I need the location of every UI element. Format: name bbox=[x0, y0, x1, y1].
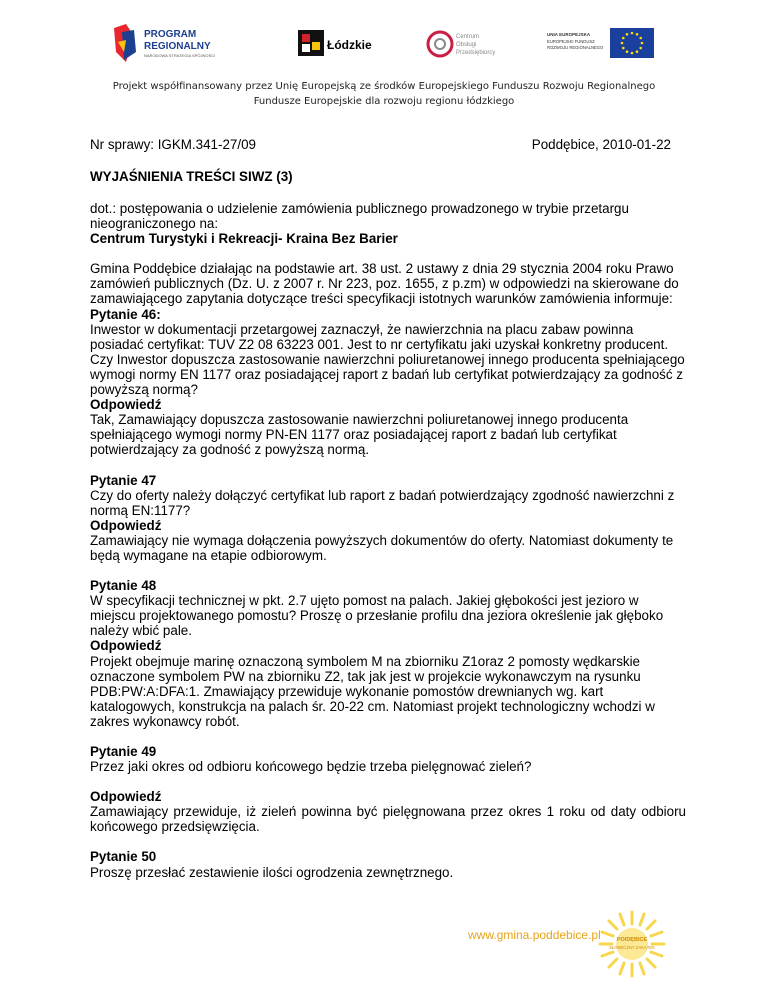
answer-text: Tak, Zamawiający dopuszcza zastosowanie nawierzchni poliuretanowej innego producenta spełniającego wymogi normy PN-EN 1177 oraz posiadającej raport z badań lub certyfikat potwierdzający za godność z powyższą normą. bbox=[90, 412, 629, 458]
question-text: Proszę przesłać zestawienie ilości ogrodzenia zewnętrznego. bbox=[90, 864, 454, 880]
program-regionalny-logo bbox=[112, 22, 232, 66]
centrum-line3: Przedsiębiorcy bbox=[456, 50, 496, 56]
program-line3: NARODOWA STRATEGIA SPÓJNOŚCI bbox=[144, 53, 216, 58]
cofinancing-line-2: Fundusze Europejskie dla rozwoju regionu łódzkiego bbox=[253, 95, 515, 107]
question-text: W specyfikacji technicznej w pkt. 2.7 ujęto pomost na palach. Jakiej głębokości jest jezioro w miejscu projektowanego pomostu? Proszę o przesłanie profilu dna jeziora określenie jak głęboko należy wbić pale. bbox=[90, 593, 664, 639]
poddebice-sun-logo bbox=[596, 908, 668, 980]
answer-text: Zamawiający przewiduje, iż zieleń powinna być pielęgnowana przez okres 1 roku od daty odbioru końcowego przedsięwzięcia. bbox=[90, 804, 686, 835]
answer-label: Odpowiedź bbox=[90, 397, 162, 413]
program-regionalny-icon bbox=[112, 22, 232, 66]
answer-label: Odpowiedź bbox=[90, 517, 162, 533]
project-title: Centrum Turystyki i Rekreacji- Kraina Bez Barier bbox=[90, 231, 398, 247]
ue-line1: UNIA EUROPEJSKA bbox=[547, 32, 591, 37]
lodzkie-icon bbox=[296, 22, 378, 66]
sun-icon bbox=[596, 908, 668, 980]
answer-label: Odpowiedź bbox=[90, 638, 162, 654]
program-line1: PROGRAM bbox=[144, 29, 197, 40]
sun-line2: SŁONECZNY ZAKĄTEK bbox=[609, 945, 655, 950]
document-heading: WYJAŚNIENIA TREŚCI SIWZ (3) bbox=[90, 169, 293, 184]
question-text: Czy do oferty należy dołączyć certyfikat lub raport z badań potwierdzający zgodność nawierzchni z normą EN:1177? bbox=[90, 487, 675, 518]
question-label: Pytanie 50 bbox=[90, 849, 157, 865]
lodzkie-text: Łódzkie bbox=[327, 38, 372, 52]
answer-text: Projekt obejmuje marinę oznaczoną symbolem M na zbiorniku Z1oraz 2 pomosty wędkarskie oznaczone symbolem PW na zbiorniku Z2, tak jak jest w projekcie wykonawczym na rysunku PDB:PW:A:DFA:1. Zmawiający przewiduje wykonanie pomostów drewnianych wg. kart katalogowych, konstrukcja na palach śr. 20-22 cm. Natomiast projekt technologiczny wchodzi w zakres wykonawcy robót. bbox=[90, 653, 655, 729]
preamble-text: Gmina Poddębice działając na podstawie art. 38 ust. 2 ustawy z dnia 29 stycznia 2004 roku Prawo zamówień publicznych (Dz. U. z 2007 r. Nr 223, poz. 1655, z p.zm) w odpowiedzi na skierowane do zamawiającego zapytania dotyczące treści specyfikacji istotnych warunków zamówienia informuje: bbox=[90, 261, 679, 307]
question-label: Pytanie 49 bbox=[90, 744, 157, 759]
question-label: Pytanie 47 bbox=[90, 472, 157, 488]
centrum-obslugi-icon bbox=[426, 22, 496, 66]
question-text: Inwestor w dokumentacji przetargowej zaznaczył, że nawierzchnia na placu zabaw powinna posiadać certyfikat: TUV Z2 08 63223 001. Jest to nr certyfikatu jaki uzyskał konkretny producent. Czy Inwestor dopuszcza zastosowanie nawierzchni poliuretanowej innego producenta spełniającego wymogi normy EN 1177 oraz posiadającej raport z badań lub certyfikat potwierdzający za godność z powyższą normą? bbox=[90, 321, 685, 398]
eu-flag-icon bbox=[546, 22, 656, 66]
unia-europejska-logo bbox=[546, 22, 656, 66]
question-label: Pytanie 48 bbox=[90, 578, 157, 594]
centrum-obslugi-logo bbox=[426, 22, 496, 66]
program-line2: REGIONALNY bbox=[144, 41, 211, 52]
place-date: Poddębice, 2010-01-22 bbox=[531, 137, 671, 152]
cofinancing-line-1: Projekt współfinansowany przez Unię Europejską ze środków Europejskiego Funduszu Rozwoju Regionalnego bbox=[112, 81, 656, 92]
question-label: Pytanie 46: bbox=[90, 306, 161, 322]
ue-line3: ROZWOJU REGIONALNEGO bbox=[547, 45, 604, 50]
answer-label: Odpowiedź bbox=[90, 789, 162, 805]
footer-website-link[interactable]: www.gmina.poddebice.pl bbox=[468, 928, 601, 942]
sun-line1: POIDĘBICE bbox=[616, 937, 648, 943]
logo-bar bbox=[0, 22, 768, 70]
answer-text: Zamawiający nie wymaga dołączenia powyższych dokumentów do oferty. Natomiast dokumenty te będą wymagane na etapie odbiorowym. bbox=[90, 532, 674, 563]
question-text: Przez jaki okres od odbioru końcowego będzie trzeba pielęgnować zieleń? bbox=[90, 759, 532, 775]
case-number: Nr sprawy: IGKM.341-27/09 bbox=[90, 137, 256, 152]
intro-text: dot.: postępowania o udzielenie zamówienia publicznego prowadzonego w trybie przetargu nieograniczonego na: bbox=[90, 201, 629, 232]
cofinancing-note bbox=[0, 80, 768, 109]
lodzkie-logo bbox=[296, 22, 378, 66]
document-body bbox=[90, 201, 686, 880]
centrum-line1: Centrum bbox=[456, 34, 480, 40]
ue-line2: EUROPEJSKI FUNDUSZ bbox=[547, 39, 595, 44]
centrum-line2: Obsługi bbox=[456, 42, 477, 48]
